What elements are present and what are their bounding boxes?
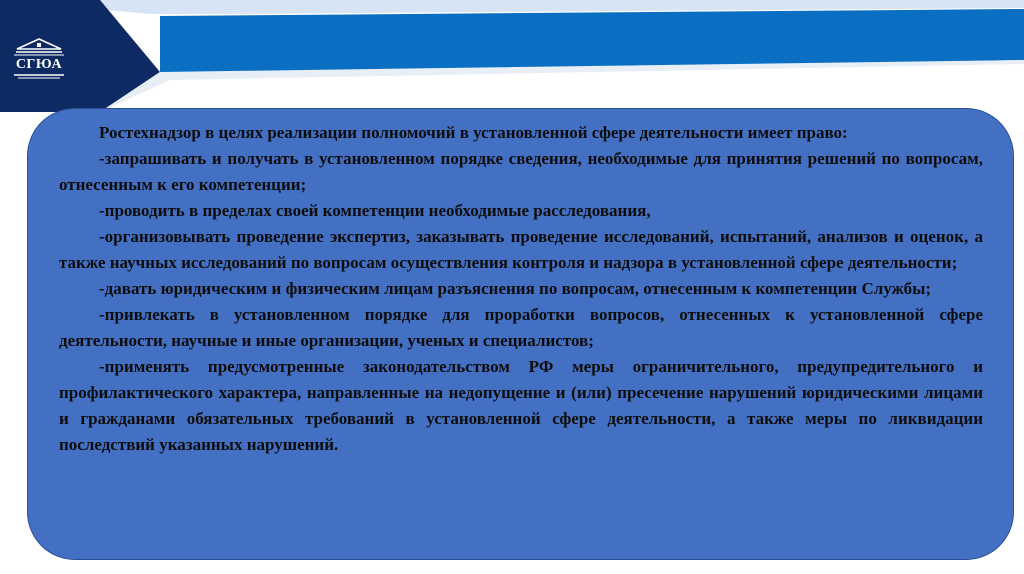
logo-base-icon xyxy=(14,73,64,79)
right-item-request-info: -запрашивать и получать в установленном порядке сведения, необходимые для принятия решений по вопросам, отнесенным к его компетенции; xyxy=(59,149,983,194)
university-logo xyxy=(10,38,68,84)
header-banner xyxy=(0,0,1024,112)
right-item-involve-organizations: -привлекать в установленном порядке для проработки вопросов, отнесенных к установленной сфере деятельности, научные и иные организации, ученых и специалистов; xyxy=(59,305,983,350)
right-item-explanations: -давать юридическим и физическим лицам разъяснения по вопросам, отнесенным к компетенции Службы; xyxy=(99,279,932,298)
intro-paragraph: Ростехнадзор в целях реализации полномочий в установленной сфере деятельности имеет право: xyxy=(99,123,848,142)
text-block xyxy=(59,120,983,458)
right-item-investigations: -проводить в пределах своей компетенции необходимые расследования, xyxy=(99,201,651,220)
building-pediment-icon xyxy=(13,38,65,56)
right-item-measures: -применять предусмотренные законодательством РФ меры ограничительного, предупредительного и профилактического характера, направленные на недопущение и (или) пресечение нарушений юридическими лицами и гражданами обязательных требований в установленной сфере деятельности, а также меры по ликвидации последствий указанных нарушений. xyxy=(59,357,983,454)
logo-text: СГЮА xyxy=(15,57,63,72)
content-panel xyxy=(27,108,1014,560)
right-item-expertise: -организовывать проведение экспертиз, заказывать проведение исследований, испытаний, анализов и оценок, а также научных исследований по вопросам осуществления контроля и надзора в установленной сфере деятельности; xyxy=(59,227,983,272)
